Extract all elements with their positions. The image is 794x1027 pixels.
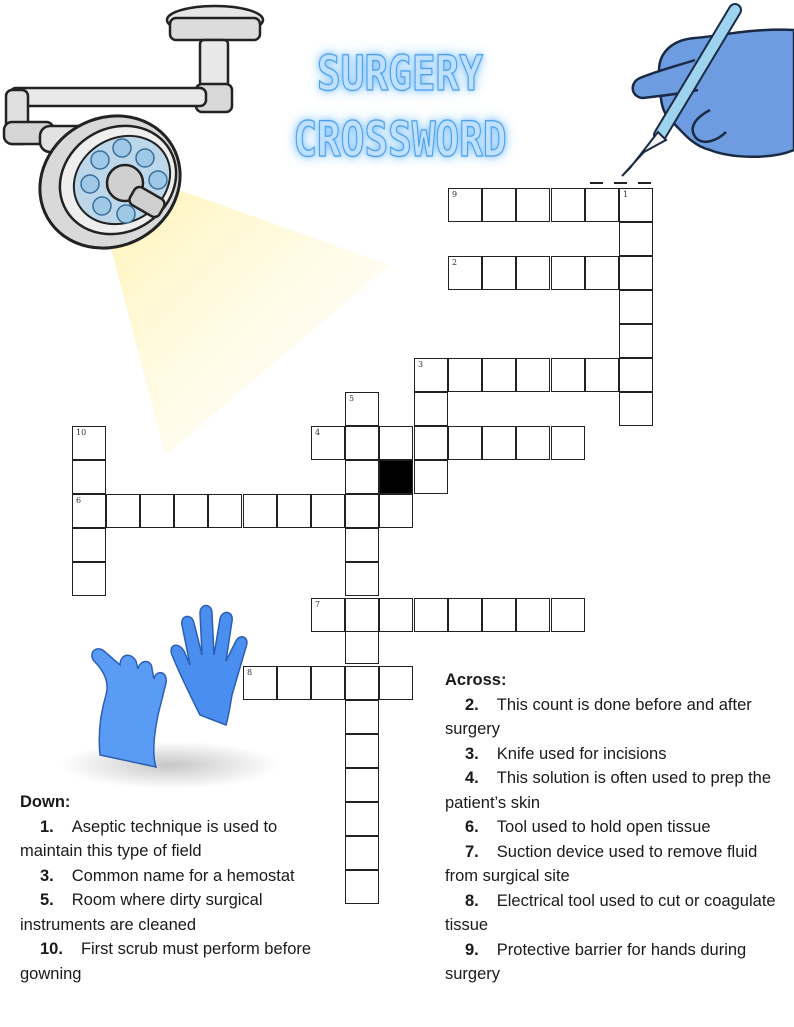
- grid-cell[interactable]: [482, 256, 516, 290]
- grid-cell[interactable]: [379, 666, 413, 700]
- grid-cell[interactable]: [72, 426, 106, 460]
- clue-number: 1: [623, 190, 629, 199]
- scalpel-hand-icon: [600, 0, 794, 190]
- grid-cell[interactable]: [311, 666, 345, 700]
- grid-cell[interactable]: [585, 188, 619, 222]
- down-clues: [20, 790, 340, 986]
- grid-cell[interactable]: [140, 494, 174, 528]
- clue-number: 2: [452, 258, 458, 267]
- grid-cell[interactable]: [516, 256, 550, 290]
- grid-cell[interactable]: [448, 188, 482, 222]
- clue-number: 9.: [465, 940, 479, 959]
- grid-cell[interactable]: [379, 494, 413, 528]
- clue-text: Common name for a hemostat: [71, 866, 295, 885]
- grid-cell[interactable]: [345, 392, 379, 426]
- grid-cell[interactable]: [345, 734, 379, 768]
- grid-cell[interactable]: [345, 700, 379, 734]
- clue-number: 2.: [465, 695, 479, 714]
- clue-across-9: [445, 938, 780, 987]
- clue-text: Room where dirty surgical instruments are cleaned: [20, 891, 263, 934]
- grid-cell[interactable]: [619, 392, 653, 426]
- clue-number: 6: [76, 496, 82, 505]
- grid-dash: [614, 182, 627, 184]
- grid-cell[interactable]: [482, 598, 516, 632]
- clue-number: 8: [247, 668, 253, 677]
- down-heading: Down:: [20, 793, 71, 811]
- clue-across-8: [445, 889, 780, 938]
- grid-cell[interactable]: [619, 222, 653, 256]
- grid-cell[interactable]: [345, 460, 379, 494]
- grid-cell[interactable]: [551, 598, 585, 632]
- grid-cell[interactable]: [482, 358, 516, 392]
- clue-number: 6.: [465, 818, 479, 836]
- grid-cell[interactable]: [345, 802, 379, 836]
- clue-text: Aseptic technique is used to maintain this type of field: [20, 817, 278, 860]
- grid-cell[interactable]: [619, 256, 653, 290]
- grid-cell[interactable]: [72, 460, 106, 494]
- grid-cell[interactable]: [551, 188, 585, 222]
- grid-cell[interactable]: [345, 562, 379, 596]
- grid-cell[interactable]: [311, 426, 345, 460]
- grid-cell[interactable]: [585, 256, 619, 290]
- clue-text: This solution is often used to prep the patient’s skin: [445, 769, 772, 812]
- grid-cell[interactable]: [516, 188, 550, 222]
- clue-text: Electrical tool used to cut or coagulate tissue: [445, 891, 776, 934]
- clue-text: Tool used to hold open tissue: [496, 818, 711, 836]
- grid-cell[interactable]: [345, 494, 379, 528]
- grid-cell[interactable]: [414, 426, 448, 460]
- clue-number: 10.: [40, 940, 63, 958]
- grid-dash: [590, 182, 603, 184]
- grid-cell[interactable]: [243, 666, 277, 700]
- grid-cell[interactable]: [448, 358, 482, 392]
- grid-cell[interactable]: [448, 598, 482, 632]
- grid-cell[interactable]: [208, 494, 242, 528]
- grid-cell[interactable]: [277, 666, 311, 700]
- grid-cell[interactable]: [72, 562, 106, 596]
- grid-cell[interactable]: [448, 426, 482, 460]
- clue-across-4: [445, 766, 780, 815]
- clue-number: 1.: [40, 817, 54, 836]
- grid-cell[interactable]: [619, 290, 653, 324]
- clue-number: 10: [76, 428, 87, 437]
- clue-text: Knife used for incisions: [496, 744, 667, 763]
- grid-cell[interactable]: [585, 358, 619, 392]
- grid-cell[interactable]: [379, 598, 413, 632]
- grid-cell[interactable]: [106, 494, 140, 528]
- grid-cell[interactable]: [414, 392, 448, 426]
- across-clues: [445, 668, 780, 987]
- clue-text: Suction device used to remove fluid from surgical site: [445, 842, 758, 885]
- black-cell: [379, 460, 413, 494]
- grid-cell[interactable]: [311, 494, 345, 528]
- grid-cell[interactable]: [482, 426, 516, 460]
- title-line-1: SURGERY: [317, 46, 483, 102]
- grid-cell[interactable]: [414, 460, 448, 494]
- clue-down-10: [20, 937, 340, 986]
- grid-cell[interactable]: [516, 598, 550, 632]
- clue-number: 3.: [465, 744, 479, 763]
- clue-across-7: [445, 840, 780, 889]
- clue-across-2: [445, 693, 780, 742]
- grid-cell[interactable]: [243, 494, 277, 528]
- clue-down-3: [20, 864, 340, 889]
- grid-cell[interactable]: [345, 768, 379, 802]
- grid-cell[interactable]: [619, 188, 653, 222]
- grid-cell[interactable]: [72, 494, 106, 528]
- title-line-2: CROSSWORD: [293, 112, 507, 168]
- grid-cell[interactable]: [448, 256, 482, 290]
- grid-cell[interactable]: [516, 358, 550, 392]
- clue-number: 4.: [465, 769, 479, 787]
- grid-cell[interactable]: [379, 426, 413, 460]
- clue-number: 7.: [465, 842, 479, 861]
- clue-down-5: [20, 888, 340, 937]
- grid-cell[interactable]: [345, 426, 379, 460]
- clue-number: 3: [418, 360, 424, 369]
- grid-cell[interactable]: [414, 598, 448, 632]
- grid-cell[interactable]: [345, 528, 379, 562]
- clue-number: 5.: [40, 891, 54, 909]
- grid-cell[interactable]: [551, 358, 585, 392]
- clue-text: Protective barrier for hands during surgery: [445, 940, 747, 983]
- clue-number: 7: [315, 600, 321, 609]
- clue-text: First scrub must perform before gowning: [20, 940, 312, 983]
- grid-cell[interactable]: [619, 358, 653, 392]
- grid-cell[interactable]: [174, 494, 208, 528]
- clue-number: 8.: [465, 891, 479, 910]
- across-heading: Across:: [445, 671, 507, 689]
- clue-down-1: [20, 815, 340, 864]
- grid-cell[interactable]: [277, 494, 311, 528]
- grid-cell[interactable]: [619, 324, 653, 358]
- grid-cell[interactable]: [345, 870, 379, 904]
- clue-across-6: [445, 815, 780, 840]
- grid-cell[interactable]: [414, 358, 448, 392]
- grid-cell[interactable]: [516, 426, 550, 460]
- clue-across-3: [445, 742, 780, 767]
- grid-cell[interactable]: [482, 188, 516, 222]
- clue-number: 3.: [40, 866, 54, 885]
- grid-cell[interactable]: [72, 528, 106, 562]
- grid-cell[interactable]: [345, 666, 379, 700]
- grid-cell[interactable]: [345, 598, 379, 632]
- clue-text: This count is done before and after surgery: [445, 695, 752, 738]
- clue-number: 4: [315, 428, 321, 437]
- grid-cell[interactable]: [345, 630, 379, 664]
- grid-cell[interactable]: [311, 598, 345, 632]
- grid-cell[interactable]: [551, 426, 585, 460]
- grid-dash: [638, 182, 651, 184]
- clue-number: 9: [452, 190, 458, 199]
- clue-number: 5: [349, 394, 355, 403]
- grid-cell[interactable]: [551, 256, 585, 290]
- grid-cell[interactable]: [345, 836, 379, 870]
